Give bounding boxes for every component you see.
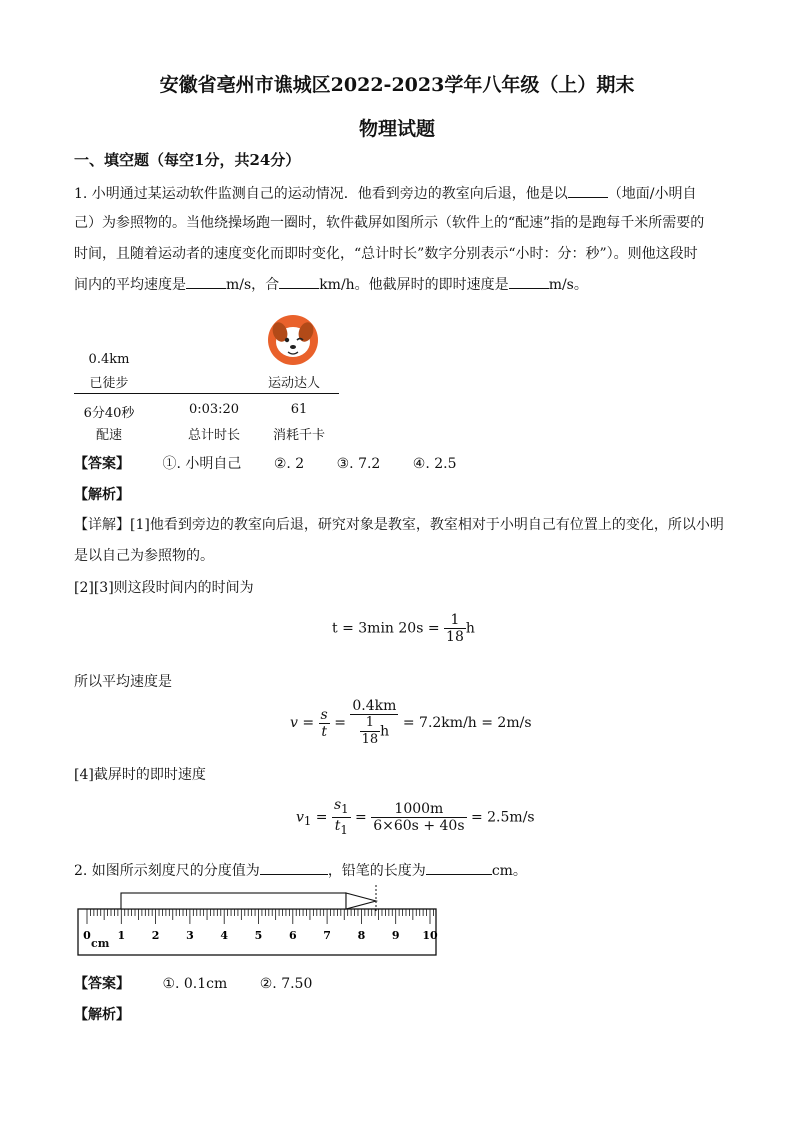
q2-answer-1: ①. 0.1cm	[162, 976, 228, 992]
q1-line-1: 1. 小明通过某运动软件监测自己的运动情况．他看到旁边的教室向后退，他是以 （地面/小明自	[74, 183, 734, 204]
distance-value: 0.4km	[88, 352, 130, 367]
answer-tag: 【答案】	[74, 456, 130, 472]
pace-value: 6分40秒	[83, 406, 135, 421]
distance-label: 已徒步	[89, 376, 129, 391]
ruler-label: 8	[357, 929, 366, 942]
q1-blank-3	[279, 274, 319, 289]
ruler-with-pencil	[74, 885, 440, 960]
ruler-label: 4	[220, 929, 229, 942]
q1-analysis-tag: 【解析】	[74, 487, 130, 503]
q1-answer-1: ①. 小明自己	[162, 456, 242, 472]
ruler-label: 7	[323, 929, 331, 942]
q1-detail-1: 【详解】[1]他看到旁边的教室向后退，研究对象是教室，教室相对于小明自己有位置上的变化，所以小明	[74, 517, 724, 533]
ruler-label: 5	[254, 929, 263, 942]
q2-answer-2: ②. 7.50	[259, 976, 313, 992]
q1-line-2: 己）为参照物的。当他绕操场跑一圈时，软件截屏如图所示（软件上的“配速”指的是跑每千米所需要的	[74, 215, 705, 231]
time-label: 总计时长	[187, 428, 240, 443]
pencil-body	[121, 893, 346, 909]
badge-label: 运动达人	[267, 376, 320, 391]
ruler-label: 2	[151, 929, 160, 942]
q1-detail-2: 是以自己为参照物的。	[74, 548, 214, 564]
pencil-tip	[346, 893, 376, 909]
ruler-figure	[74, 885, 440, 960]
answer-tag: 【答案】	[74, 976, 130, 992]
q1-line-3: 时间，且随着运动者的速度变化而即时变化，“总计时长”数字分别表示“小时：分：秒”）。则他这段时	[74, 246, 698, 262]
page-title: 安徽省亳州市谯城区2022-2023学年八年级（上）期末	[159, 74, 635, 96]
q1-answer-2: ②. 2	[273, 456, 305, 472]
q1-answer-4: ④. 2.5	[412, 456, 457, 472]
equation-average-speed: v = $\frac{s}{t}$ = 0.4km $\frac{1}{18}$ h = 7.2km/h = 2m/s	[290, 698, 532, 747]
time-value: 0:03:20	[188, 402, 240, 417]
ruler-label: 10	[422, 929, 438, 942]
q1-answer-row	[74, 453, 463, 473]
pace-label: 配速	[95, 428, 122, 443]
equation-time: t = 3min 20s = $\frac{1}{18}$ h	[332, 612, 475, 645]
q1-blank-2	[186, 274, 226, 289]
kcal-label: 消耗千卡	[272, 428, 325, 443]
ruler-label: 3	[186, 929, 194, 942]
ruler-label: 9	[391, 929, 400, 942]
q1-answer-3: ③. 7.2	[336, 456, 381, 472]
q2-analysis-tag: 【解析】	[74, 1007, 130, 1023]
q1-blank-4	[509, 274, 549, 289]
sport-app-card	[74, 312, 344, 442]
q1-blank-1	[568, 183, 608, 198]
kcal-value: 61	[290, 402, 308, 417]
ruler-label: 0	[83, 929, 91, 942]
card-divider	[74, 393, 339, 394]
section-heading: 一、填空题（每空1分，共24分）	[74, 151, 301, 169]
page-subtitle: 物理试题	[358, 118, 435, 140]
ruler-label: 6	[288, 929, 297, 942]
q2-line: 2. 如图所示刻度尺的分度值为 ，铅笔的长度为 cm。	[74, 860, 734, 881]
dog-mascot-icon	[266, 312, 320, 366]
ruler-label: 1	[117, 929, 126, 942]
q1-detail-4: 所以平均速度是	[74, 674, 172, 690]
q2-blank-2	[426, 860, 492, 875]
q1-detail-3: [2][3]则这段时间内的时间为	[74, 580, 254, 596]
q2-answer-row	[74, 973, 318, 993]
q1-detail-5: [4]截屏时的即时速度	[74, 767, 206, 783]
q1-line-4: 间内的平均速度是 m/s，合 km/h。他截屏时的即时速度是 m/s。	[74, 274, 734, 295]
ruler-unit: cm	[91, 937, 110, 950]
q2-blank-1	[260, 860, 328, 875]
equation-instant-speed: $v_1$ = $\frac{s_1}{t_1}$ = $\frac{1000m}{6\times 60s + 40s}$ = 2.5m/s	[296, 797, 535, 837]
